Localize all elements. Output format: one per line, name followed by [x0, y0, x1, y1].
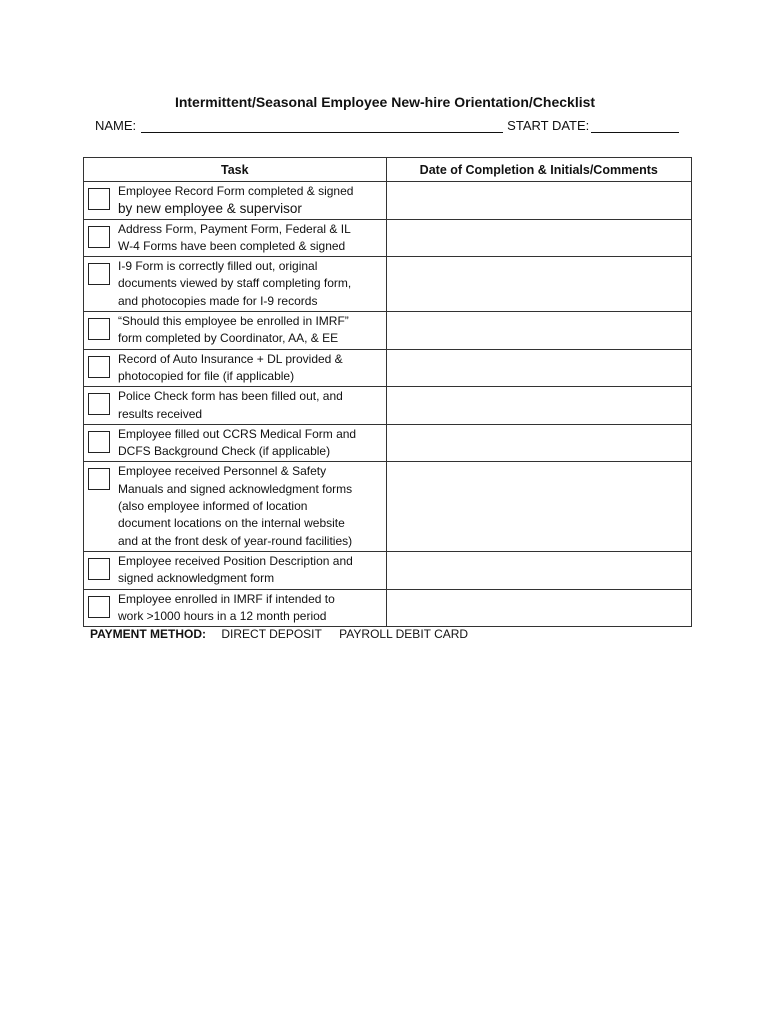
- task-checkbox[interactable]: [88, 226, 110, 248]
- completion-cell[interactable]: [386, 349, 691, 387]
- completion-cell[interactable]: [386, 387, 691, 425]
- task-text: Address Form, Payment Form, Federal & IL W-4 Forms have been completed & signed: [118, 221, 351, 253]
- orientation-checklist-table: [83, 157, 692, 627]
- payment-method-line: [90, 627, 482, 641]
- task-text: “Should this employee be enrolled in IMRF” form completed by Coordinator, AA, & EE: [118, 314, 349, 346]
- table-row: [84, 257, 692, 312]
- task-text: Record of Auto Insurance + DL provided & photocopied for file (if applicable): [118, 351, 343, 383]
- direct-deposit-option[interactable]: DIRECT DEPOSIT: [221, 627, 322, 641]
- task-text: I-9 Form is correctly filled out, original documents viewed by staff completing form, and photocopies made for I-9 records: [118, 259, 352, 308]
- payment-method-label: PAYMENT METHOD:: [90, 627, 207, 641]
- task-text: Employee Record Form completed & signed by new employee & supervisor: [118, 184, 354, 217]
- name-field[interactable]: [141, 119, 503, 133]
- task-checkbox[interactable]: [88, 468, 110, 490]
- task-cell: [84, 424, 387, 462]
- task-checkbox[interactable]: [88, 263, 110, 285]
- task-checkbox[interactable]: [88, 596, 110, 618]
- completion-cell[interactable]: [386, 551, 691, 589]
- table-row: [84, 182, 692, 220]
- task-text: Employee received Personnel & Safety Manuals and signed acknowledgment forms (also employee informed of location document locations on the internal website and at the front desk of year-round facilities): [118, 464, 353, 548]
- task-cell: [84, 387, 387, 425]
- task-cell: [84, 257, 387, 312]
- task-checkbox[interactable]: [88, 188, 110, 210]
- start-date-label: START DATE:: [507, 118, 590, 133]
- document-title: Intermittent/Seasonal Employee New-hire Orientation/Checklist: [174, 94, 596, 110]
- completion-cell[interactable]: [386, 182, 691, 220]
- task-cell: [84, 349, 387, 387]
- table-row: [84, 312, 692, 350]
- task-text: Employee received Position Description and signed acknowledgment form: [118, 553, 353, 586]
- task-column-header: Task: [84, 158, 387, 182]
- task-checkbox[interactable]: [88, 431, 110, 453]
- task-checkbox[interactable]: [88, 558, 110, 580]
- table-row: [84, 551, 692, 589]
- completion-cell[interactable]: [386, 257, 691, 312]
- table-row: [84, 349, 692, 387]
- start-date-field[interactable]: [591, 119, 679, 133]
- payroll-debit-card-option[interactable]: PAYROLL DEBIT CARD: [339, 627, 469, 641]
- completion-cell[interactable]: [386, 589, 691, 627]
- table-header-row: [84, 158, 692, 182]
- task-cell: [84, 312, 387, 350]
- completion-cell[interactable]: [386, 462, 691, 551]
- task-cell: [84, 219, 387, 257]
- task-cell: [84, 462, 387, 551]
- table-row: [84, 424, 692, 462]
- task-checkbox[interactable]: [88, 318, 110, 340]
- completion-cell[interactable]: [386, 219, 691, 257]
- table-row: [84, 462, 692, 551]
- table-row: [84, 219, 692, 257]
- task-checkbox[interactable]: [88, 356, 110, 378]
- task-cell: [84, 551, 387, 589]
- task-text: Employee enrolled in IMRF if intended to work >1000 hours in a 12 month period: [118, 591, 335, 623]
- name-start-date-line: [95, 118, 685, 133]
- task-cell: [84, 589, 387, 627]
- table-row: [84, 387, 692, 425]
- task-checkbox[interactable]: [88, 393, 110, 415]
- name-label: NAME:: [95, 118, 137, 133]
- task-text: Police Check form has been filled out, and results received: [118, 389, 343, 421]
- table-row: [84, 589, 692, 627]
- completion-cell[interactable]: [386, 424, 691, 462]
- completion-cell[interactable]: [386, 312, 691, 350]
- task-text: Employee filled out CCRS Medical Form and DCFS Background Check (if applicable): [118, 426, 357, 459]
- task-cell: [84, 182, 387, 220]
- completion-column-header: Date of Completion & Initials/Comments: [386, 158, 691, 182]
